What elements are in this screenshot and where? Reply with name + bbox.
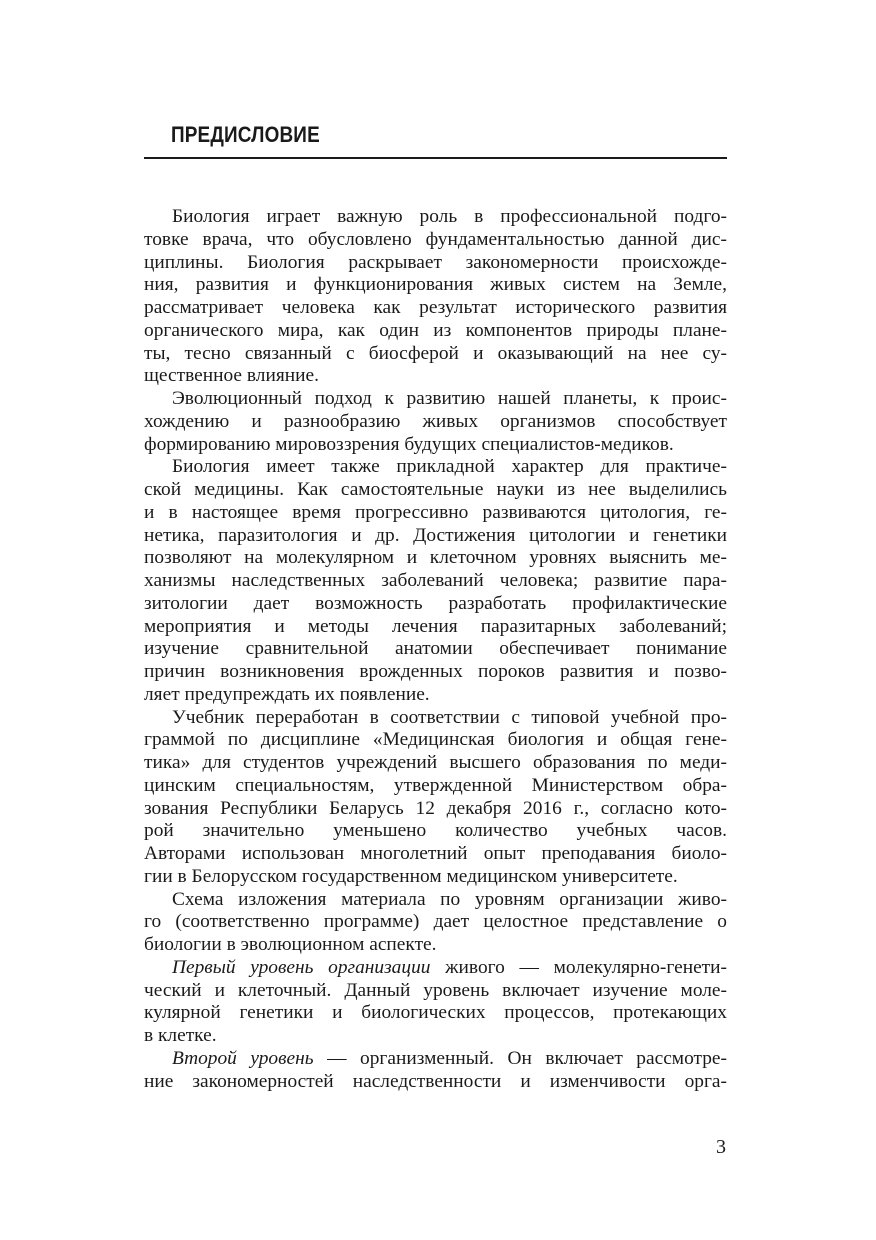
paragraph-2 (144, 388, 727, 456)
text-line: ние закономерностей наследственности и изменчивости орга- (144, 1070, 727, 1092)
text-line: ты, тесно связанный с биосферой и оказывающий на нее су- (144, 342, 727, 364)
text-line: зитологии дает возможность разработать профилактические (144, 592, 727, 614)
text-line: формированию мировоззрения будущих специалистов-медиков. (144, 433, 674, 455)
italic-term: Второй уровень (172, 1047, 314, 1069)
text-line: Биология имеет также прикладной характер для практиче- (172, 456, 727, 478)
section-heading: ПРЕДИСЛОВИЕ (171, 122, 320, 147)
text-line: Эволюционный подход к развитию нашей планеты, к проис- (172, 388, 727, 409)
text-line: ляет предупреждать их появление. (144, 683, 430, 705)
text-line: рой значительно уменьшено количество учебных часов. (144, 820, 727, 842)
text-line: зования Республики Беларусь 12 декабря 2016 г., согласно кото- (144, 797, 727, 819)
text-line: цинским специальностям, утвержденной Министерством обра- (144, 774, 727, 796)
text-line: Авторами использован многолетний опыт преподавания биоло- (144, 843, 727, 864)
paragraph-3 (144, 456, 727, 706)
text-line: товке врача, что обусловлено фундаментальностью данной дис- (144, 228, 727, 250)
text-line: щественное влияние. (144, 365, 319, 387)
text-line: Учебник переработан в соответствии с типовой учебной про- (172, 706, 727, 728)
text-line: причин возникновения врожденных пороков развития и позво- (144, 661, 727, 682)
text-line: кулярной генетики и биологических процессов, протекающих (144, 1002, 727, 1024)
text-line: рассматривает человека как результат исторического развития (144, 297, 727, 318)
text-line: гии в Белорусском государственном медицинском университете. (144, 865, 678, 887)
text-line: ханизмы наследственных заболеваний человека; развитие пара- (144, 570, 727, 591)
text-line (144, 957, 727, 980)
text-line: позволяют на молекулярном и клеточном уровнях выяснить ме- (144, 547, 727, 569)
text-line: хождению и разнообразию живых организмов способствует (144, 410, 727, 432)
text-line: Биология играет важную роль в профессиональной подго- (172, 206, 727, 227)
paragraph-5 (144, 889, 727, 957)
heading-underline (144, 157, 727, 159)
text-line: ческий и клеточный. Данный уровень включает изучение моле- (144, 979, 727, 1001)
line-rest: — организменный. Он включает рассмотре- (313, 1047, 727, 1069)
text-line: го (соответственно программе) дает целостное представление о (144, 911, 727, 933)
line-rest: живого — молекулярно-генети- (430, 956, 727, 978)
paragraph-1 (144, 206, 727, 388)
text-line: тика» для студентов учреждений высшего образования по меди- (144, 752, 727, 773)
text-line: нетика, паразитология и др. Достижения цитологии и генетики (144, 524, 727, 546)
text-line: в клетке. (144, 1025, 217, 1046)
paragraph-4 (144, 707, 727, 889)
text-line: мероприятия и методы лечения паразитарных заболеваний; (144, 615, 727, 637)
text-line: биологии в эволюционном аспекте. (144, 934, 437, 955)
text-line: органического мира, как один из компонентов природы плане- (144, 319, 727, 341)
text-line: изучение сравнительной анатомии обеспечивает понимание (144, 638, 727, 660)
text-line (144, 1048, 727, 1071)
paragraph-7 (144, 1048, 727, 1094)
text-line: ской медицины. Как самостоятельные науки из нее выделились (144, 479, 727, 500)
paragraph-6 (144, 957, 727, 1048)
text-line: и в настоящее время прогрессивно развиваются цитология, ге- (144, 501, 727, 523)
page-number: 3 (716, 1136, 726, 1158)
text-line: циплины. Биология раскрывает закономерности происхожде- (144, 251, 727, 273)
body-text (144, 206, 727, 1093)
italic-term: Первый уровень организации (172, 956, 431, 978)
text-line: граммой по дисциплине «Медицинская биология и общая гене- (144, 729, 727, 751)
text-line: ния, развития и функционирования живых систем на Земле, (144, 274, 727, 296)
text-line: Схема изложения материала по уровням организации живо- (172, 888, 727, 910)
